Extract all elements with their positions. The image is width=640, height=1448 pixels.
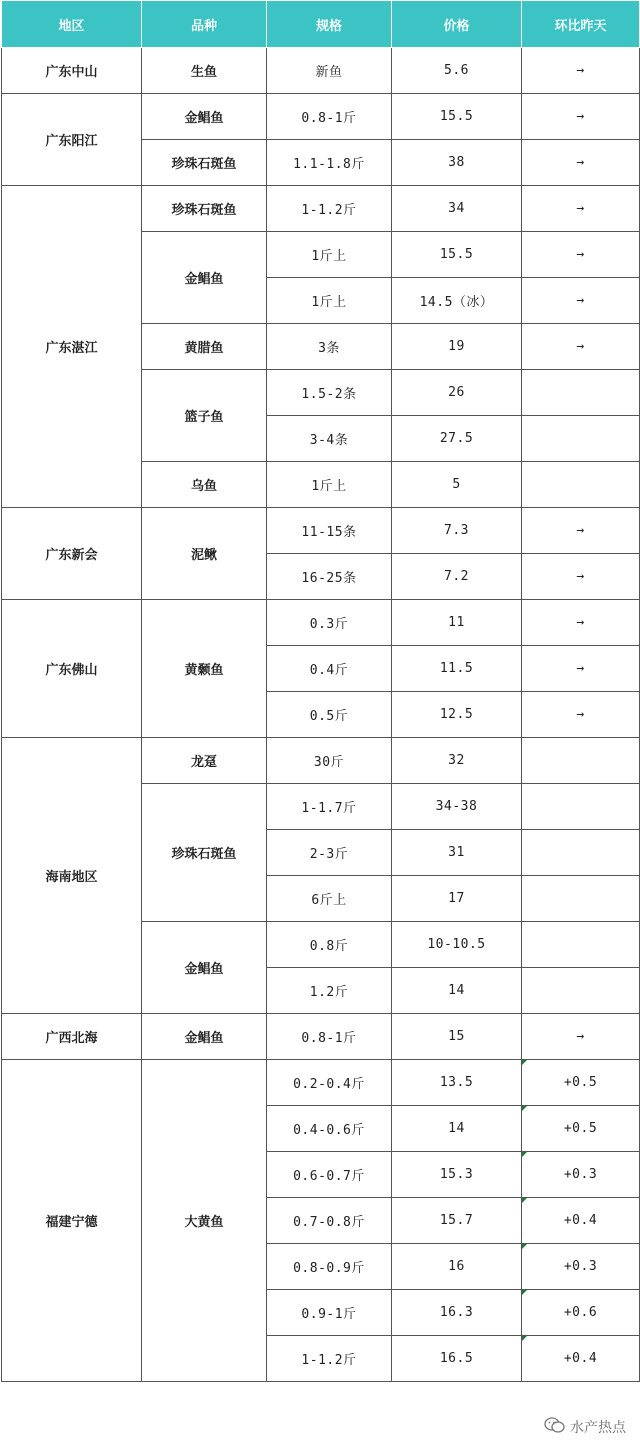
price-cell: 13.5 [392,1060,522,1106]
change-cell [522,876,640,922]
fish-price-table [1,0,640,1382]
change-cell: +0.3 [522,1244,640,1290]
spec-cell: 11-15条 [267,508,392,554]
spec-cell: 0.4-0.6斤 [267,1106,392,1152]
spec-cell: 1.2斤 [267,968,392,1014]
price-cell: 12.5 [392,692,522,738]
price-cell: 31 [392,830,522,876]
change-cell: → [522,186,640,232]
price-cell: 10-10.5 [392,922,522,968]
change-cell [522,738,640,784]
table-row [2,1060,640,1106]
species-cell: 大黄鱼 [142,1060,267,1382]
change-cell: → [522,600,640,646]
price-cell: 19 [392,324,522,370]
species-cell: 泥鳅 [142,508,267,600]
spec-cell: 3条 [267,324,392,370]
change-cell [522,784,640,830]
wechat-icon [544,1416,570,1438]
spec-cell: 0.2-0.4斤 [267,1060,392,1106]
table-body [2,48,640,1382]
spec-cell: 新鱼 [267,48,392,94]
species-cell: 篮子鱼 [142,370,267,462]
price-cell: 15 [392,1014,522,1060]
spec-cell: 1-1.2斤 [267,1336,392,1382]
species-cell: 珍珠石斑鱼 [142,140,267,186]
species-cell: 黄颡鱼 [142,600,267,738]
change-cell: → [522,324,640,370]
spec-cell: 1.1-1.8斤 [267,140,392,186]
price-cell: 11.5 [392,646,522,692]
spec-cell: 0.8-0.9斤 [267,1244,392,1290]
change-cell [522,922,640,968]
spec-cell: 0.8-1斤 [267,1014,392,1060]
header-species: 品种 [142,1,267,48]
table-row [2,508,640,554]
region-cell: 海南地区 [2,738,142,1014]
region-cell: 广东新会 [2,508,142,600]
change-cell: → [522,554,640,600]
spec-cell: 1斤上 [267,462,392,508]
region-cell: 福建宁德 [2,1060,142,1382]
change-cell: → [522,1014,640,1060]
species-cell: 生鱼 [142,48,267,94]
change-cell: → [522,278,640,324]
change-cell [522,416,640,462]
price-cell: 38 [392,140,522,186]
change-cell: → [522,140,640,186]
region-cell: 广东湛江 [2,186,142,508]
change-cell: → [522,94,640,140]
table-row [2,600,640,646]
change-cell: +0.5 [522,1106,640,1152]
species-cell: 金鲳鱼 [142,232,267,324]
header-spec: 规格 [267,1,392,48]
species-cell: 金鲳鱼 [142,1014,267,1060]
spec-cell: 1-1.7斤 [267,784,392,830]
change-cell: +0.3 [522,1152,640,1198]
change-cell [522,968,640,1014]
price-cell: 32 [392,738,522,784]
spec-cell: 3-4条 [267,416,392,462]
watermark [544,1416,626,1438]
region-cell: 广东中山 [2,48,142,94]
price-cell: 15.3 [392,1152,522,1198]
price-cell: 15.5 [392,232,522,278]
price-cell: 15.7 [392,1198,522,1244]
price-cell: 16.3 [392,1290,522,1336]
spec-cell: 0.5斤 [267,692,392,738]
price-cell: 34 [392,186,522,232]
price-cell: 26 [392,370,522,416]
price-cell: 11 [392,600,522,646]
region-cell: 广西北海 [2,1014,142,1060]
change-cell: → [522,508,640,554]
price-cell: 14 [392,1106,522,1152]
change-cell [522,370,640,416]
table-row [2,1014,640,1060]
spec-cell: 1.5-2条 [267,370,392,416]
species-cell: 珍珠石斑鱼 [142,186,267,232]
region-cell: 广东佛山 [2,600,142,738]
spec-cell: 6斤上 [267,876,392,922]
price-cell: 14 [392,968,522,1014]
price-cell: 16.5 [392,1336,522,1382]
change-cell: → [522,48,640,94]
watermark-text: 水产热点 [570,1420,626,1436]
price-cell: 27.5 [392,416,522,462]
spec-cell: 16-25条 [267,554,392,600]
table-row [2,186,640,232]
spec-cell: 1斤上 [267,232,392,278]
spec-cell: 1斤上 [267,278,392,324]
price-cell: 15.5 [392,94,522,140]
species-cell: 金鲳鱼 [142,922,267,1014]
price-cell: 16 [392,1244,522,1290]
header-row [2,1,640,48]
spec-cell: 2-3斤 [267,830,392,876]
table-row [2,48,640,94]
change-cell [522,830,640,876]
change-cell: → [522,646,640,692]
species-cell: 龙趸 [142,738,267,784]
table-header [2,1,640,48]
price-cell: 5.6 [392,48,522,94]
species-cell: 乌鱼 [142,462,267,508]
price-cell: 5 [392,462,522,508]
change-cell: → [522,232,640,278]
spec-cell: 30斤 [267,738,392,784]
change-cell [522,462,640,508]
region-cell: 广东阳江 [2,94,142,186]
species-cell: 珍珠石斑鱼 [142,784,267,922]
change-cell: +0.4 [522,1336,640,1382]
price-cell: 7.2 [392,554,522,600]
spec-cell: 0.4斤 [267,646,392,692]
header-region: 地区 [2,1,142,48]
change-cell: → [522,692,640,738]
spec-cell: 1-1.2斤 [267,186,392,232]
price-cell: 34-38 [392,784,522,830]
price-cell: 14.5（冰） [392,278,522,324]
spec-cell: 0.9-1斤 [267,1290,392,1336]
change-cell: +0.4 [522,1198,640,1244]
species-cell: 金鲳鱼 [142,94,267,140]
species-cell: 黄腊鱼 [142,324,267,370]
spec-cell: 0.8-1斤 [267,94,392,140]
spec-cell: 0.6-0.7斤 [267,1152,392,1198]
table-row [2,94,640,140]
change-cell: +0.5 [522,1060,640,1106]
header-price: 价格 [392,1,522,48]
header-change: 环比昨天 [522,1,640,48]
price-cell: 7.3 [392,508,522,554]
change-cell: +0.6 [522,1290,640,1336]
price-cell: 17 [392,876,522,922]
table-row [2,738,640,784]
spec-cell: 0.8斤 [267,922,392,968]
spec-cell: 0.3斤 [267,600,392,646]
spec-cell: 0.7-0.8斤 [267,1198,392,1244]
